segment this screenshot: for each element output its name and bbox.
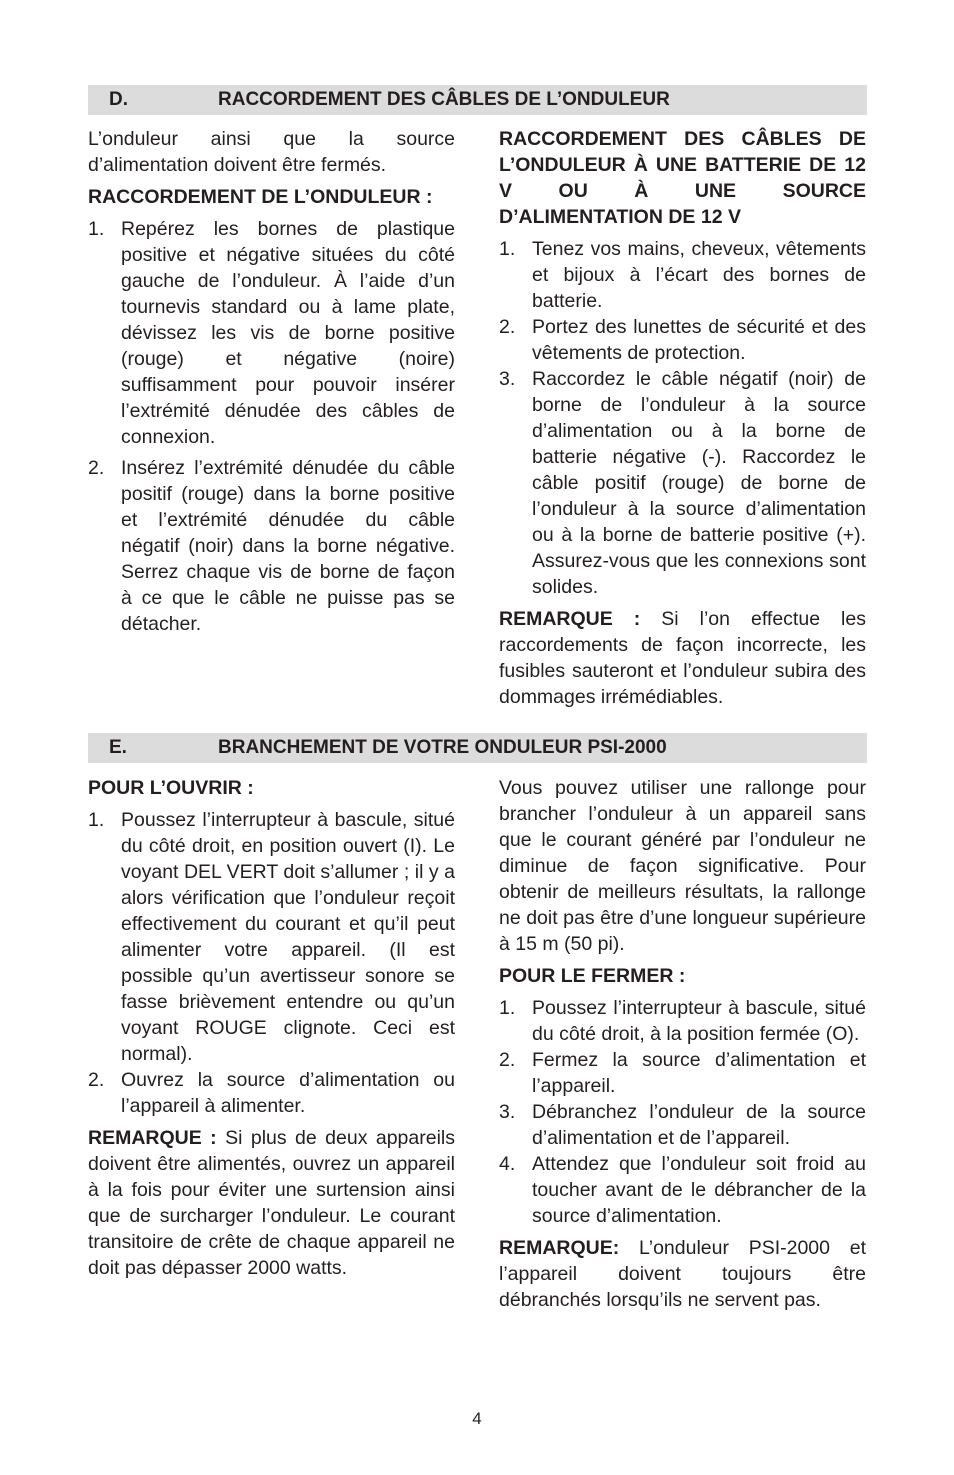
section-d-letter: D. — [109, 89, 128, 110]
list-item-number: 3. — [499, 368, 516, 390]
section-e-header — [88, 733, 867, 763]
note-label: REMARQUE: — [499, 1237, 620, 1259]
list-item-text: Débranchez l’onduleur de la source d’alimentation et de l’appareil. — [532, 1101, 866, 1149]
section-e-right-list — [499, 995, 866, 1229]
section-d-right-list — [499, 236, 866, 600]
section-d-left-list — [88, 216, 455, 637]
list-item — [499, 236, 866, 314]
list-item-text: Raccordez le câble négatif (noir) de borne de l’onduleur à la source d’alimentation ou à la borne de batterie négative (-). Raccordez le câble positif (rouge) de borne de l’onduleur à la source d’alimentation ou à la borne de batterie positive (+). Assurez-vous que les connexions sont solides. — [532, 368, 866, 598]
list-item-text: Poussez l’interrupteur à bascule, situé du côté droit, à la position fermée (O). — [532, 997, 866, 1045]
page-number: 4 — [472, 1409, 482, 1428]
list-item-text: Ouvrez la source d’alimentation ou l’appareil à alimenter. — [121, 1069, 455, 1117]
section-e-right-heading: POUR LE FERMER : — [499, 965, 686, 987]
list-item — [499, 1099, 866, 1151]
note-label: REMARQUE : — [499, 608, 641, 630]
list-item-number: 3. — [499, 1101, 516, 1123]
list-item — [499, 366, 866, 600]
section-d-note — [499, 606, 866, 710]
section-d-right-heading: RACCORDEMENT DES CÂBLES DE L’ONDULEUR À UNE BATTERIE DE 12 V OU À UNE SOURCE D’ALIMENTATION DE 12 V — [499, 128, 866, 228]
section-e-left-note — [88, 1125, 455, 1281]
section-e-left-heading: POUR L’OUVRIR : — [88, 777, 254, 799]
section-d-header — [88, 85, 867, 115]
note-text: Si l’on effectue les raccordements de façon incorrecte, les fusibles sauteront et l’onduleur subira des dommages irrémédiables. — [499, 608, 866, 708]
list-item-number: 4. — [499, 1153, 516, 1175]
list-item-text: Repérez les bornes de plastique positive et négative situées du côté gauche de l’onduleur. À l’aide d’un tournevis standard ou à lame plate, dévissez les vis de borne positive (rouge) et négative (noire) suffisamment pour pouvoir insérer l’extrémité dénudée des câbles de connexion. — [121, 218, 455, 448]
note-text: Si plus de deux appareils doivent être alimentés, ouvrez un appareil à la fois pour éviter une surtension ainsi que de surcharger l’onduleur. Le courant transitoire de crête de chaque appareil ne doit pas dépasser 2000 watts. — [88, 1127, 455, 1279]
section-e-left-column — [88, 775, 455, 1287]
section-d-intro: L’onduleur ainsi que la source d’alimentation doivent être fermés. — [88, 128, 455, 176]
list-item-text: Insérez l’extrémité dénudée du câble positif (rouge) dans la borne positive et l’extrémité dénudée du câble négatif (noir) dans la borne négative. Serrez chaque vis de borne de façon à ce que le câble ne puisse pas se détacher. — [121, 457, 455, 635]
list-item-number: 2. — [88, 457, 105, 479]
list-item — [88, 216, 455, 450]
section-e-right-note — [499, 1235, 866, 1313]
list-item-number: 1. — [88, 218, 105, 240]
list-item-text: Fermez la source d’alimentation et l’appareil. — [532, 1049, 866, 1097]
note-text: L’onduleur PSI-2000 et l’appareil doivent toujours être débranchés lorsqu’ils ne servent pas. — [499, 1237, 866, 1311]
list-item-number: 2. — [499, 316, 516, 338]
section-e-right-column — [499, 775, 866, 1319]
list-item-text: Tenez vos mains, cheveux, vêtements et bijoux à l’écart des bornes de batterie. — [532, 238, 866, 312]
section-d-left-column — [88, 126, 455, 643]
list-item-text: Portez des lunettes de sécurité et des vêtements de protection. — [532, 316, 866, 364]
section-e-right-intro: Vous pouvez utiliser une rallonge pour brancher l’onduleur à un appareil sans que le courant généré par l’onduleur ne diminue de façon significative. Pour obtenir de meilleurs résultats, la rallonge ne doit pas être d’une longueur supérieure à 15 m (50 pi). — [499, 777, 866, 955]
list-item-number: 1. — [499, 238, 516, 260]
list-item — [88, 455, 455, 637]
list-item — [499, 314, 866, 366]
list-item-text: Attendez que l’onduleur soit froid au toucher avant de le débrancher de la source d’alimentation. — [532, 1153, 866, 1227]
list-item-number: 1. — [499, 997, 516, 1019]
list-item — [499, 1151, 866, 1229]
list-item — [88, 807, 455, 1067]
list-item-number: 1. — [88, 809, 105, 831]
section-d-title: RACCORDEMENT DES CÂBLES DE L’ONDULEUR — [218, 89, 670, 110]
list-item-number: 2. — [88, 1069, 105, 1091]
section-d-left-heading: RACCORDEMENT DE L’ONDULEUR : — [88, 186, 433, 208]
list-item — [499, 1047, 866, 1099]
list-item — [88, 1067, 455, 1119]
section-e-left-list — [88, 807, 455, 1119]
note-label: REMARQUE : — [88, 1127, 217, 1149]
section-d-right-column — [499, 126, 866, 716]
list-item — [499, 995, 866, 1047]
list-item-number: 2. — [499, 1049, 516, 1071]
section-e-letter: E. — [109, 737, 127, 758]
list-item-text: Poussez l’interrupteur à bascule, situé du côté droit, en position ouvert (I). Le voyant DEL VERT doit s’allumer ; il y a alors vérification que l’onduleur reçoit effectivement du courant et qu’il peut alimenter votre appareil. (Il est possible qu’un avertisseur sonore se fasse brièvement entendre ou qu’un voyant ROUGE clignote. Ceci est normal). — [121, 809, 455, 1065]
section-e-title: BRANCHEMENT DE VOTRE ONDULEUR PSI-2000 — [218, 737, 667, 758]
